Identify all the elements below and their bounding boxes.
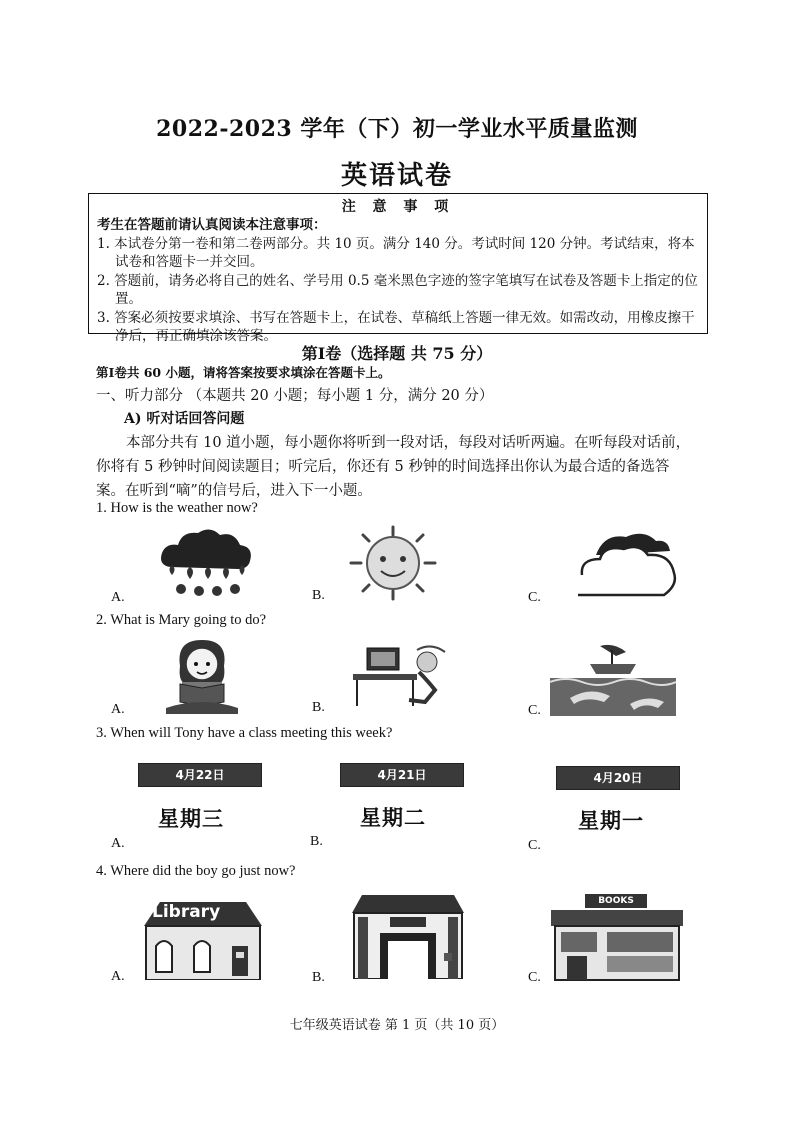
option-label[interactable]: B. — [310, 834, 323, 849]
intro-line: 你将有 5 秒钟时间阅读题目；听完后，你还有 5 秒钟的时间选择出你认为最合适的备选答 — [96, 459, 670, 475]
notice-box — [88, 193, 708, 344]
option-label[interactable]: C. — [528, 703, 541, 718]
question-2: 2. What is Mary going to do? — [96, 612, 267, 628]
bookstore-icon — [549, 892, 685, 982]
option-label[interactable]: C. — [528, 590, 541, 605]
option-label[interactable]: B. — [312, 588, 325, 603]
sun-icon — [345, 525, 441, 605]
computer-desk-icon — [347, 640, 451, 716]
page-footer: 七年级英语试卷 第 1 页（共 10 页） — [289, 1018, 505, 1033]
part-heading: 一、听力部分 （本题共 20 小题；每小题 1 分，满分 20 分） — [96, 388, 494, 404]
section-title: 第Ⅰ卷（选择题 共 75 分） — [301, 344, 493, 363]
option-label[interactable]: C. — [528, 838, 541, 853]
sea-dolphin-icon — [550, 642, 676, 720]
notice-intro: 考生在答题前请认真阅读本注意事项： — [97, 217, 327, 233]
intro-line: 案。在听到“嘀”的信号后，进入下一小题。 — [96, 483, 372, 499]
option-label[interactable]: C. — [528, 970, 541, 985]
option-label[interactable]: A. — [111, 836, 125, 851]
girl-reading-icon — [162, 636, 242, 718]
notice-item: 3. 答案必须按要求填涂、书写在答题卡上，在试卷、草稿纸上答题一律无效。如需改动，用橡皮擦干净后，再正确填涂该答案。 — [97, 309, 695, 344]
weekday-label: 星期三 — [158, 807, 224, 831]
cloud-icon — [574, 525, 682, 605]
notice-item: 2. 答题前，请务必将自己的姓名、学号用 0.5 毫米黑色字迹的签字笔填写在试卷及答题卡上指定的位置。 — [97, 272, 698, 307]
library-sign: Library — [152, 902, 221, 922]
library-building-icon — [138, 896, 268, 980]
building-icon — [350, 893, 466, 983]
exam-title: 2022-2023 学年（下）初一学业水平质量监测 — [156, 116, 638, 142]
option-label[interactable]: A. — [111, 702, 125, 717]
question-3: 3. When will Tony have a class meeting this week? — [96, 725, 393, 741]
option-label[interactable]: A. — [111, 590, 125, 605]
rain-cloud-icon — [156, 525, 256, 601]
weekday-label: 星期二 — [360, 806, 426, 830]
weekday-label: 星期一 — [578, 809, 644, 833]
option-label[interactable]: B. — [312, 700, 325, 715]
date-tag: 4月22日 — [138, 763, 262, 787]
notice-heading: 注 意 事 项 — [341, 199, 455, 215]
date-tag: 4月20日 — [556, 766, 680, 790]
bookstore-sign: BOOKS — [598, 896, 634, 906]
question-4: 4. Where did the boy go just now? — [96, 863, 296, 879]
notice-item: 1. 本试卷分第一卷和第二卷两部分。共 10 页。满分 140 分。考试时间 120 分钟。考试结束，将本试卷和答题卡一并交回。 — [97, 235, 695, 270]
sub-heading: A) 听对话回答问题 — [124, 411, 245, 427]
option-label[interactable]: A. — [111, 969, 125, 984]
question-1: 1. How is the weather now? — [96, 500, 258, 516]
section-instruction: 第Ⅰ卷共 60 小题，请将答案按要求填涂在答题卡上。 — [96, 365, 391, 380]
date-tag: 4月21日 — [340, 763, 464, 787]
intro-line: 本部分共有 10 道小题，每小题你将听到一段对话，每段对话听两遍。在听每段对话前， — [126, 435, 691, 451]
option-label[interactable]: B. — [312, 970, 325, 985]
exam-subtitle: 英语试卷 — [340, 161, 453, 191]
